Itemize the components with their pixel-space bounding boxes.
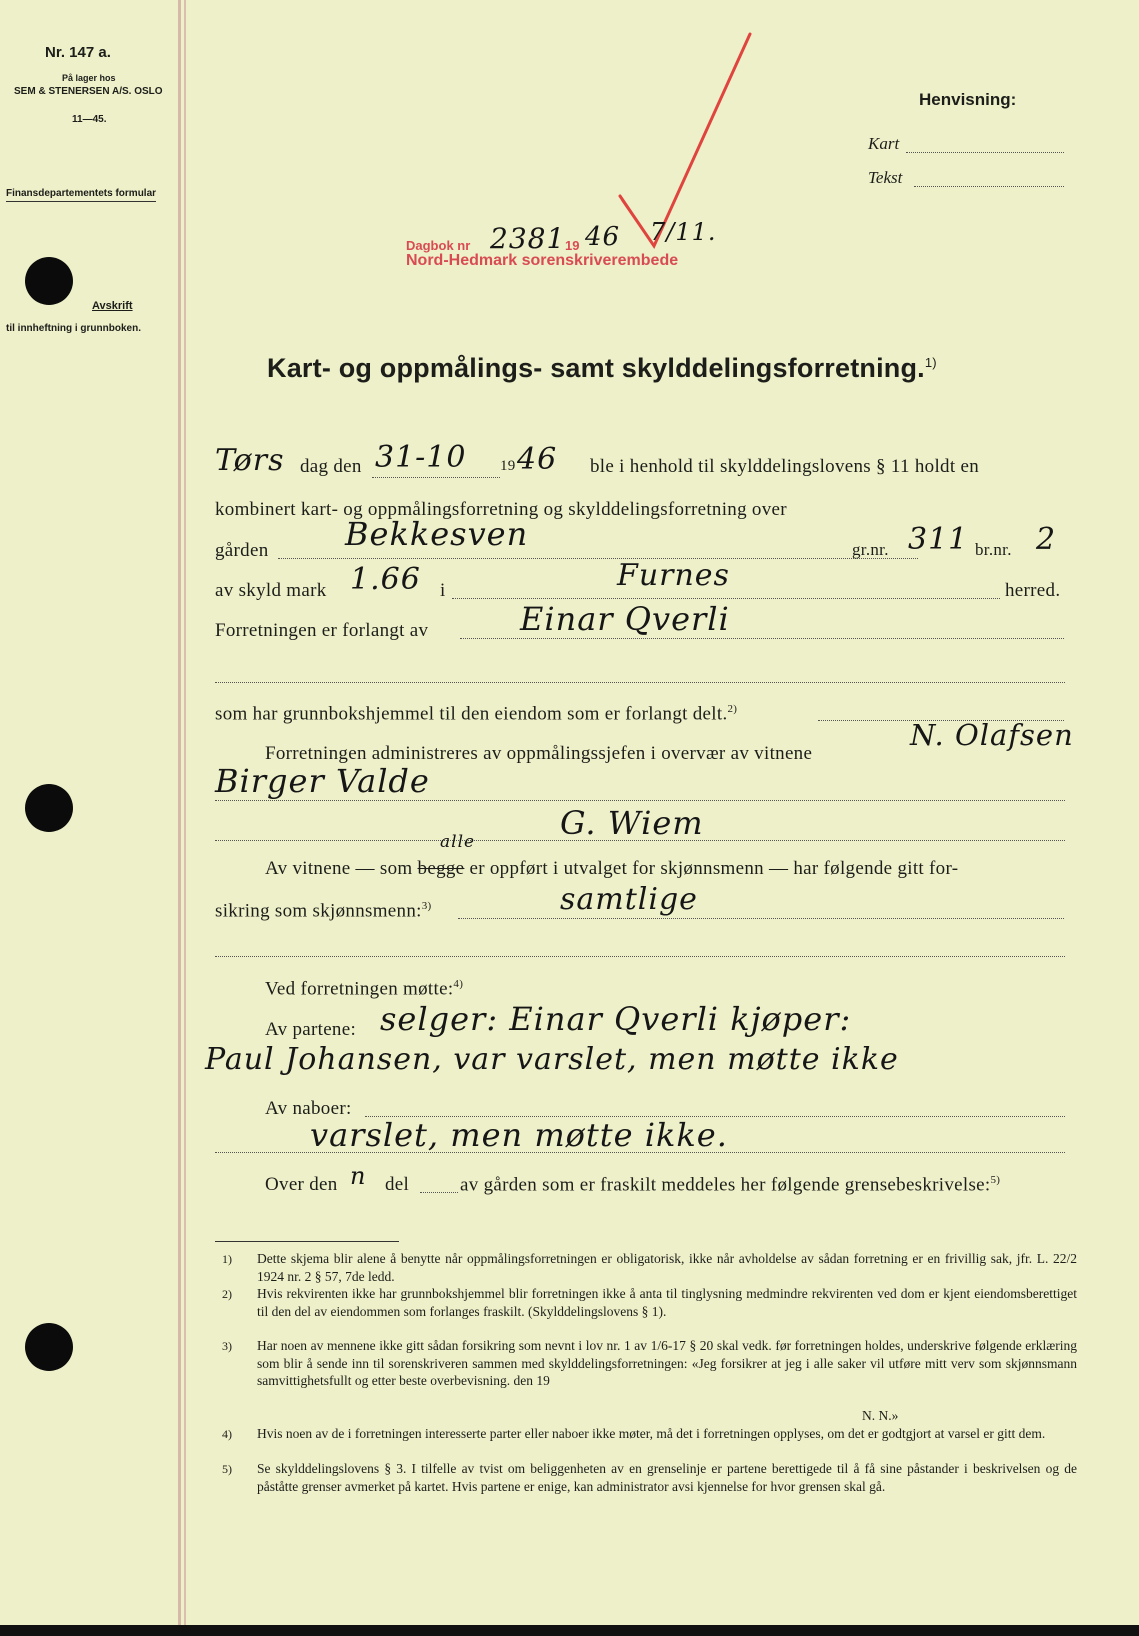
mote-label: Ved forretningen møtte:	[265, 978, 454, 1000]
day-label: dag den	[300, 456, 362, 477]
punch-hole	[25, 1323, 73, 1371]
office-stamp: Nord-Hedmark sorenskriverembede	[406, 252, 679, 269]
sold-at: På lager hos	[62, 73, 116, 83]
brnr-label: br.nr.	[975, 540, 1012, 559]
stamp-year-prefix: 19	[565, 238, 580, 253]
skyld-label: av skyld mark	[215, 580, 327, 601]
copy-label: Avskrift	[92, 300, 133, 312]
footnote-rule	[215, 1241, 399, 1242]
requested-label: Forretningen er forlangt av	[215, 620, 429, 641]
requested-line	[460, 638, 1064, 639]
page-title	[267, 353, 937, 384]
dagbok-number: 2381	[490, 222, 566, 255]
skyld-value: 1.66	[350, 562, 421, 597]
grnr-value: 311	[908, 522, 969, 557]
title-footnote-ref: 1)	[924, 355, 937, 370]
over-rest-line	[460, 1174, 1000, 1196]
witness-1: N. Olafsen	[910, 718, 1074, 752]
hjemmel-text	[215, 703, 737, 725]
reference-heading: Henvisning:	[919, 90, 1017, 109]
dagbok-label: Dagbok nr	[406, 238, 471, 253]
vitnene-text-b: er oppført i utvalget for skjønnsmenn — har følgende gitt for-	[469, 858, 959, 879]
vitnene-line	[265, 858, 958, 880]
partene-value: selger: Einar Qverli kjøper:	[380, 1000, 852, 1038]
naboer-label: Av naboer:	[265, 1098, 352, 1119]
admin-label: Forretningen administreres av oppmålingssjefen i overvær av vitnene	[265, 743, 813, 764]
year-value: 46	[517, 442, 558, 477]
municipality-value: Furnes	[617, 558, 730, 593]
publisher: SEM & STENERSEN A/S. OSLO	[14, 86, 163, 97]
form-number: Nr. 147 a.	[45, 44, 111, 61]
partene-label: Av partene:	[265, 1019, 357, 1040]
kart-line	[906, 152, 1064, 153]
forsikring-label: sikring som skjønnsmenn:	[215, 900, 422, 922]
title-text: Kart- og oppmålings- samt skylddelingsforretning.	[267, 353, 925, 383]
footnote-4: Hvis noen av de i forretningen interesserte parter eller naboer ikke møter, må det i forretningen opplyses, om det er godtgjort at varsel er gitt dem.	[257, 1426, 1046, 1441]
forsikring-ref: 3)	[421, 900, 432, 912]
witness-line-2	[215, 840, 1065, 841]
margin-rule	[184, 0, 186, 1625]
forsikring-line	[215, 900, 431, 922]
tekst-line	[914, 186, 1064, 187]
vitnene-strike: begge	[417, 858, 465, 879]
footnote-1: Dette skjema blir alene å benytte når oppmålingsforretningen er obligatorisk, ikke når avholdelse av sådan forretning er en frivillig sak, jfr. L. 22/2 1924 nr. 2 § 57, 7de ledd.	[257, 1251, 1077, 1284]
footnote-4-num: 4)	[222, 1427, 232, 1441]
del-label: del	[385, 1174, 410, 1195]
municipality-line	[452, 598, 1000, 599]
over-rest: av gården som er fraskilt meddeles her følgende grensebeskrivelse:	[460, 1174, 991, 1196]
copy-note: til innheftning i grunnboken.	[6, 323, 141, 334]
witness-line-1	[215, 800, 1065, 801]
dagbok-year: 46	[585, 222, 621, 252]
kart-label: Kart	[868, 134, 900, 153]
forsikring-value: samtlige	[560, 882, 698, 917]
punch-hole	[25, 784, 73, 832]
vitnene-insert: alle	[440, 832, 476, 852]
herred-label: herred.	[1005, 580, 1061, 601]
over-ref: 5)	[990, 1174, 1001, 1186]
place-value: Tørs	[215, 443, 285, 478]
year-prefix: 19	[500, 458, 516, 474]
witness-2: Birger Valde	[215, 762, 430, 800]
forsikring-line-fill	[458, 918, 1064, 919]
hjemmel-ref: 2)	[727, 703, 738, 715]
mote-ref: 4)	[453, 978, 464, 990]
hjemmel-line: som har grunnbokshjemmel til den eiendom som er forlangt delt.	[215, 703, 728, 725]
farm-label: gården	[215, 540, 269, 561]
footnote-5: Se skylddelingslovens § 3. I tilfelle av tvist om beliggenheten av en grenselinje er partene berettigede til å få sine påstander i beskrivelsen og de påståtte grenser avmerket på kartet. Hvis partene er enige, kan administrator avsi kjennelse for hvor grensen skal gå.	[257, 1461, 1077, 1494]
form-date: 11—45.	[72, 114, 107, 125]
footnote-3-num: 3)	[222, 1339, 232, 1353]
date-line	[372, 477, 500, 478]
farm-name: Bekkesven	[345, 515, 529, 553]
naboer-value: varslet, men møtte ikke.	[310, 1116, 728, 1154]
naboer-line-2	[215, 1152, 1065, 1153]
vitnene-text-a: Av vitnene — som	[265, 858, 413, 879]
dagbok-date: 7/11.	[650, 218, 717, 246]
ministry-label: Finansdepartementets formular	[6, 188, 156, 202]
brnr-value: 2	[1036, 522, 1057, 557]
footnote-2: Hvis rekvirenten ikke har grunnbokshjemmel blir forretningen ikke å anta til tinglysning medmindre rekvirenten ved dom er kjent eiendomsberettiget til den del av eiendommen som forlanges fraskilt. (Skylddelingslovens § 1).	[257, 1286, 1077, 1319]
grnr-label: gr.nr.	[852, 540, 889, 559]
tekst-label: Tekst	[868, 168, 903, 187]
over-hand: n	[350, 1162, 367, 1190]
partene-value-2: Paul Johansen, var varslet, men møtte ikke	[205, 1042, 899, 1077]
punch-hole	[25, 257, 73, 305]
requested-line-2	[215, 682, 1065, 683]
margin-rule	[178, 0, 181, 1625]
footnote-5-num: 5)	[222, 1462, 232, 1476]
footnote-2-num: 2)	[222, 1287, 232, 1301]
mote-line	[265, 978, 463, 1000]
witness-3: G. Wiem	[560, 804, 704, 842]
forsikring-line-2	[215, 956, 1065, 957]
farm-line	[278, 558, 918, 559]
scan-edge	[0, 1625, 1139, 1636]
intro-text: ble i henhold til skylddelingslovens § 11 holdt en	[590, 456, 979, 477]
requested-by: Einar Qverli	[520, 600, 730, 638]
i-label: i	[440, 580, 446, 601]
footnote-3: Har noen av mennene ikke gitt sådan forsikring som nevnt i lov nr. 1 av 1/6-17 § 20 skal vedk. før forretningen holdes, underskrive følgende erklæring som blir å sende inn til sorenskriveren sammen med skylddelingsforretningen: «Jeg forsikrer at jeg i alle saker vil utføre mitt verv som skjønnsmann samvittighetsfullt og etter beste overbevisning. den 19	[257, 1338, 1077, 1388]
footnote-1-num: 1)	[222, 1252, 232, 1266]
over-label: Over den	[265, 1174, 338, 1195]
line-2: kombinert kart- og oppmålingsforretning og skylddelingsforretning over	[215, 499, 787, 520]
del-line	[420, 1192, 458, 1193]
date-value: 31-10	[375, 440, 467, 475]
footnote-3-sign: N. N.»	[862, 1408, 899, 1423]
